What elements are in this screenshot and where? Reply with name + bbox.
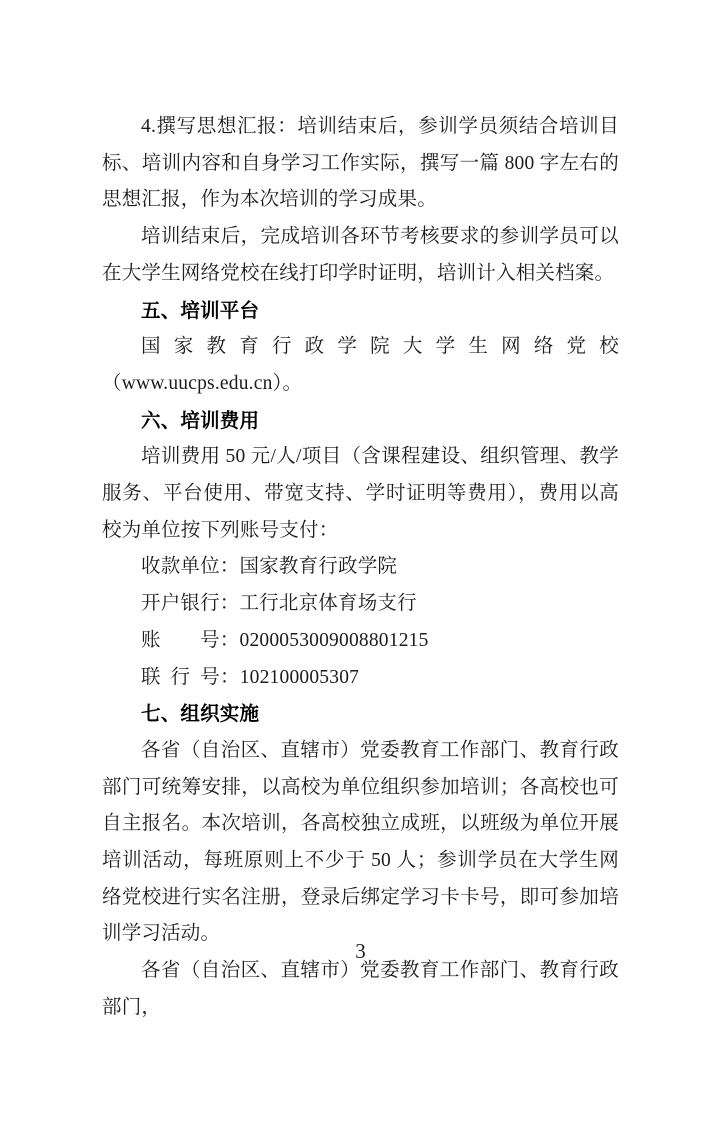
page-number: 3 <box>355 939 366 963</box>
bank-detail-line: 开户银行：工行北京体育场支行 <box>141 593 417 615</box>
document-content <box>102 109 619 1027</box>
paragraph: 培训费用 50 元/人/项目（含课程建设、组织管理、教学服务、平台使用、带宽支持、学时证明等费用），费用以高校为单位按下列账号支付： <box>102 446 619 541</box>
paragraph: 各省（自治区、直辖市）党委教育工作部门、教育行政部门， <box>102 960 619 1018</box>
paragraph: 国家教育行政学院大学生网络党校（www.uucps.edu.cn）。 <box>102 336 619 394</box>
section-heading: 六、培训费用 <box>141 409 260 432</box>
bank-detail-line: 联 行 号：102100005307 <box>141 666 360 688</box>
section-heading: 五、培训平台 <box>141 299 260 322</box>
paragraph: 各省（自治区、直辖市）党委教育工作部门、教育行政部门可统筹安排，以高校为单位组织参加培训；各高校也可自主报名。本次培训，各高校独立成班，以班级为单位开展培训活动，每班原则上不少于 50 人；参训学员在大学生网络党校进行实名注册，登录后绑定学习卡卡号，即可参加培训学习活动。 <box>102 739 619 945</box>
bank-detail-line: 收款单位：国家教育行政学院 <box>141 556 398 578</box>
paragraph: 培训结束后，完成培训各环节考核要求的参训学员可以在大学生网络党校在线打印学时证明，培训计入相关档案。 <box>102 226 619 284</box>
section-heading: 七、组织实施 <box>141 703 260 726</box>
paragraph: 4.撰写思想汇报：培训结束后，参训学员须结合培训目标、培训内容和自身学习工作实际，撰写一篇 800 字左右的思想汇报，作为本次培训的学习成果。 <box>102 116 619 211</box>
bank-detail-line: 账 号：0200053009008801215 <box>141 629 429 651</box>
